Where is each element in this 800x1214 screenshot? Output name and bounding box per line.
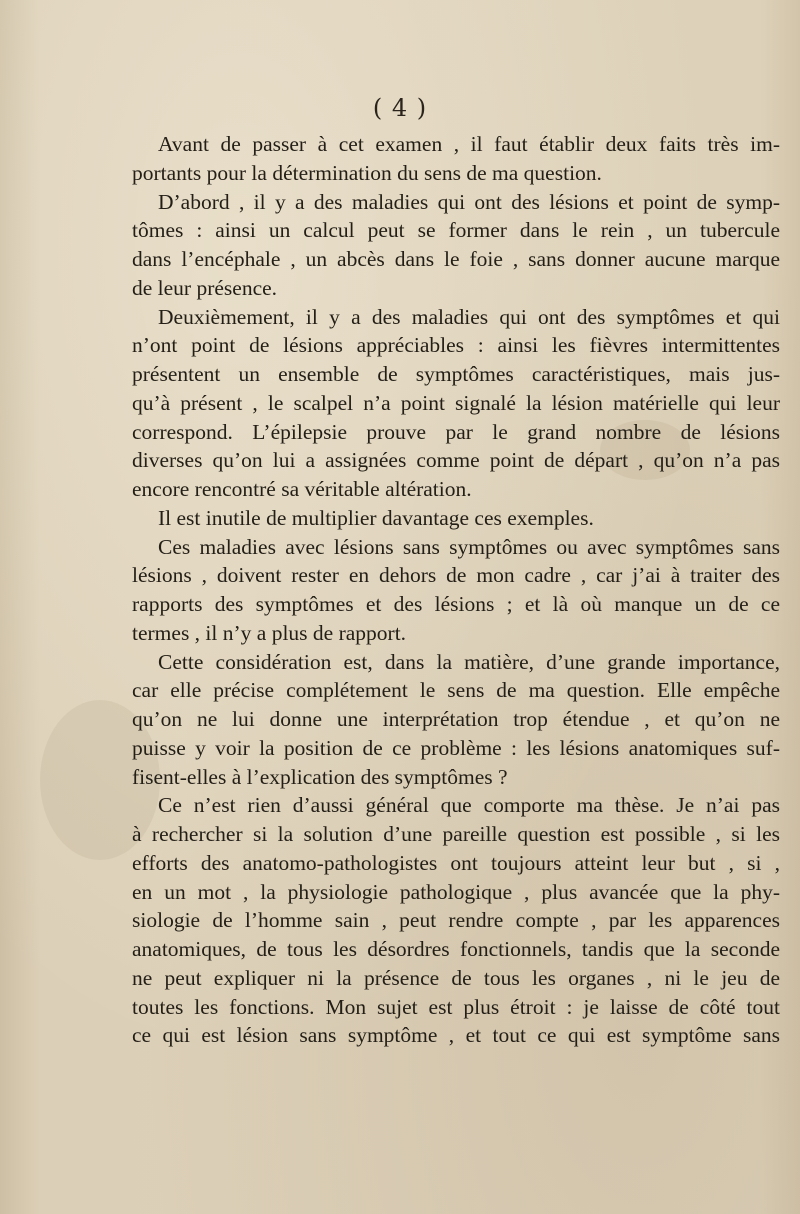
- text-line: diverses qu’on lui a assignées comme point de départ , qu’on n’a pas: [132, 448, 780, 473]
- text-line: Cette considération est, dans la matière, d’une grande importance,: [158, 649, 780, 674]
- text-line: Deuxièmement, il y a des maladies qui ont des symptômes et qui: [158, 304, 780, 329]
- text-line: de leur présence.: [132, 275, 278, 300]
- text-line: rapports des symptômes et des lésions ; et là où manque un de ce: [132, 592, 780, 616]
- text-line: encore rencontré sa véritable altération.: [132, 477, 472, 501]
- text-line: en un mot , la physiologie pathologique , plus avancée que la phy-: [132, 879, 780, 904]
- text-line: à rechercher si la solution d’une pareille question est possible , si les: [132, 822, 780, 846]
- text-line: ce qui est lésion sans symptôme , et tout ce qui est symptôme sans: [132, 1023, 780, 1048]
- text-line: qu’à présent , le scalpel n’a point signalé la lésion matérielle qui leur: [132, 390, 780, 415]
- text-line: efforts des anatomo-pathologistes ont toujours atteint leur but , si ,: [132, 850, 780, 875]
- text-line: siologie de l’homme sain , peut rendre compte , par les apparences: [132, 908, 780, 933]
- text-line: puisse y voir la position de ce problème : les lésions anatomiques suf-: [132, 735, 780, 760]
- text-line: n’ont point de lésions appréciables : ainsi les fièvres intermittentes: [132, 333, 780, 358]
- text-line: anatomiques, de tous les désordres fonctionnels, tandis que la seconde: [132, 937, 780, 961]
- text-line: D’abord , il y a des maladies qui ont des lésions et point de symp-: [158, 189, 780, 214]
- text-line: toutes les fonctions. Mon sujet est plus étroit : je laisse de côté tout: [132, 994, 780, 1019]
- text-line: correspond. L’épilepsie prouve par le grand nombre de lésions: [132, 419, 780, 444]
- text-line: fisent-elles à l’explication des symptômes ?: [132, 764, 508, 789]
- text-line: portants pour la détermination du sens de ma question.: [132, 160, 602, 185]
- text-line: lésions , doivent rester en dehors de mon cadre , car j’ai à traiter des: [132, 563, 780, 588]
- text-line: qu’on ne lui donne une interprétation trop étendue , et qu’on ne: [132, 707, 780, 731]
- text-line: Avant de passer à cet examen , il faut établir deux faits très im-: [158, 132, 780, 156]
- text-line: termes , il n’y a plus de rapport.: [132, 620, 407, 645]
- text-line: tômes : ainsi un calcul peut se former dans le rein , un tubercule: [132, 218, 780, 243]
- text-line: ne peut expliquer ni la présence de tous les organes , ni le jeu de: [132, 965, 780, 990]
- text-line: Il est inutile de multiplier davantage ces exemples.: [158, 505, 594, 530]
- text-line: Ce n’est rien d’aussi général que comporte ma thèse. Je n’ai pas: [158, 793, 780, 818]
- body-text: [132, 130, 780, 1050]
- text-line: car elle précise complétement le sens de ma question. Elle empêche: [132, 678, 780, 703]
- text-line: présentent un ensemble de symptômes caractéristiques, mais jus-: [132, 362, 780, 386]
- page-number: ( 4 ): [372, 94, 428, 122]
- text-line: Ces maladies avec lésions sans symptômes ou avec symptômes sans: [158, 534, 780, 559]
- text-line: dans l’encéphale , un abcès dans le foie , sans donner aucune marque: [132, 247, 780, 271]
